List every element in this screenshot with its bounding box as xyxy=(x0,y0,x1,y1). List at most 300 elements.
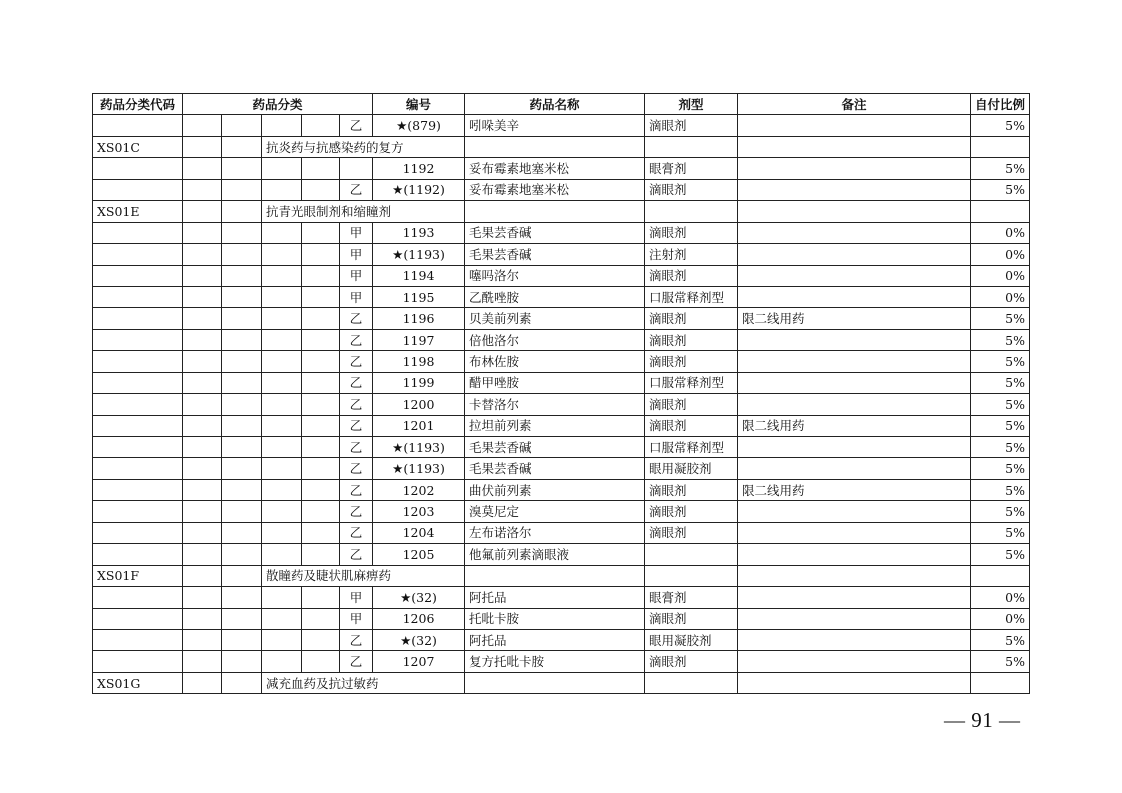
empty-cell xyxy=(183,115,222,136)
empty-cell xyxy=(302,458,340,479)
drug-name: 布林佐胺 xyxy=(465,351,645,372)
drug-class: 乙 xyxy=(340,651,373,672)
empty-cell xyxy=(222,651,262,672)
drug-class: 乙 xyxy=(340,629,373,650)
drug-form: 滴眼剂 xyxy=(645,651,738,672)
drug-ratio: 0% xyxy=(971,587,1030,608)
drug-ratio: 5% xyxy=(971,544,1030,565)
table-row xyxy=(93,522,1030,543)
empty-cell xyxy=(222,244,262,265)
drug-ratio: 0% xyxy=(971,608,1030,629)
drug-class: 甲 xyxy=(340,608,373,629)
group-row xyxy=(93,201,1030,222)
empty-cell xyxy=(738,565,971,586)
drug-name: 妥布霉素地塞米松 xyxy=(465,158,645,179)
empty-cell xyxy=(93,115,183,136)
table-row xyxy=(93,265,1030,286)
drug-number: 1195 xyxy=(373,286,465,307)
table-row xyxy=(93,244,1030,265)
empty-cell xyxy=(93,437,183,458)
empty-cell xyxy=(262,458,302,479)
empty-cell xyxy=(302,544,340,565)
drug-class: 乙 xyxy=(340,329,373,350)
table-row xyxy=(93,458,1030,479)
drug-form: 滴眼剂 xyxy=(645,265,738,286)
empty-cell xyxy=(302,479,340,500)
drug-note xyxy=(738,501,971,522)
drug-name: 他氟前列素滴眼液 xyxy=(465,544,645,565)
drug-note xyxy=(738,394,971,415)
drug-note xyxy=(738,158,971,179)
empty-cell xyxy=(222,201,262,222)
empty-cell xyxy=(222,565,262,586)
drug-number: 1199 xyxy=(373,372,465,393)
empty-cell xyxy=(93,394,183,415)
empty-cell xyxy=(93,651,183,672)
drug-class: 乙 xyxy=(340,308,373,329)
drug-name: 阿托品 xyxy=(465,587,645,608)
empty-cell xyxy=(302,222,340,243)
drug-number: 1198 xyxy=(373,351,465,372)
empty-cell xyxy=(93,458,183,479)
empty-cell xyxy=(222,179,262,200)
table-row xyxy=(93,608,1030,629)
drug-name: 卡替洛尔 xyxy=(465,394,645,415)
drug-note xyxy=(738,179,971,200)
empty-cell xyxy=(93,522,183,543)
drug-class: 甲 xyxy=(340,286,373,307)
empty-cell xyxy=(93,587,183,608)
drug-note xyxy=(738,351,971,372)
drug-class: 甲 xyxy=(340,587,373,608)
drug-note xyxy=(738,522,971,543)
drug-number: 1205 xyxy=(373,544,465,565)
drug-number: ★(1192) xyxy=(373,179,465,200)
empty-cell xyxy=(222,115,262,136)
drug-form: 滴眼剂 xyxy=(645,522,738,543)
table-row xyxy=(93,115,1030,136)
empty-cell xyxy=(183,394,222,415)
empty-cell xyxy=(93,351,183,372)
empty-cell xyxy=(222,458,262,479)
empty-cell xyxy=(302,286,340,307)
group-row xyxy=(93,136,1030,157)
drug-number: 1204 xyxy=(373,522,465,543)
drug-number: ★(879) xyxy=(373,115,465,136)
empty-cell xyxy=(183,201,222,222)
empty-cell xyxy=(93,158,183,179)
drug-form: 滴眼剂 xyxy=(645,308,738,329)
empty-cell xyxy=(262,415,302,436)
drug-form: 滴眼剂 xyxy=(645,115,738,136)
empty-cell xyxy=(222,479,262,500)
empty-cell xyxy=(222,415,262,436)
drug-form: 滴眼剂 xyxy=(645,179,738,200)
drug-note xyxy=(738,329,971,350)
drug-ratio: 5% xyxy=(971,158,1030,179)
drug-name: 毛果芸香碱 xyxy=(465,437,645,458)
empty-cell xyxy=(222,136,262,157)
empty-cell xyxy=(93,265,183,286)
empty-cell xyxy=(222,672,262,693)
empty-cell xyxy=(302,437,340,458)
drug-name: 贝美前列素 xyxy=(465,308,645,329)
drug-form: 眼膏剂 xyxy=(645,587,738,608)
page-number: — 91 — xyxy=(944,708,1021,732)
header-ratio: 自付比例 xyxy=(971,94,1030,115)
drug-class: 乙 xyxy=(340,115,373,136)
empty-cell xyxy=(93,544,183,565)
drug-form: 眼用凝胶剂 xyxy=(645,458,738,479)
drug-form: 滴眼剂 xyxy=(645,329,738,350)
empty-cell xyxy=(183,544,222,565)
drug-class: 乙 xyxy=(340,394,373,415)
empty-cell xyxy=(302,329,340,350)
empty-cell xyxy=(93,286,183,307)
group-title: 抗炎药与抗感染药的复方 xyxy=(262,136,465,157)
drug-number: ★(1193) xyxy=(373,244,465,265)
drug-note xyxy=(738,115,971,136)
header-number: 编号 xyxy=(373,94,465,115)
empty-cell xyxy=(222,608,262,629)
empty-cell xyxy=(183,587,222,608)
empty-cell xyxy=(302,179,340,200)
empty-cell xyxy=(222,587,262,608)
empty-cell xyxy=(183,244,222,265)
drug-ratio: 5% xyxy=(971,479,1030,500)
empty-cell xyxy=(183,308,222,329)
drug-ratio: 0% xyxy=(971,265,1030,286)
drug-name: 吲哚美辛 xyxy=(465,115,645,136)
table-row xyxy=(93,179,1030,200)
drug-number: ★(1193) xyxy=(373,437,465,458)
empty-cell xyxy=(971,565,1030,586)
drug-form: 滴眼剂 xyxy=(645,501,738,522)
drug-ratio: 5% xyxy=(971,351,1030,372)
empty-cell xyxy=(93,501,183,522)
drug-form: 眼膏剂 xyxy=(645,158,738,179)
drug-name: 曲伏前列素 xyxy=(465,479,645,500)
empty-cell xyxy=(302,587,340,608)
table-row xyxy=(93,437,1030,458)
empty-cell xyxy=(183,286,222,307)
drug-name: 左布诺洛尔 xyxy=(465,522,645,543)
empty-cell xyxy=(183,629,222,650)
drug-form: 滴眼剂 xyxy=(645,608,738,629)
empty-cell xyxy=(302,244,340,265)
empty-cell xyxy=(262,587,302,608)
drug-note xyxy=(738,265,971,286)
empty-cell xyxy=(183,672,222,693)
empty-cell xyxy=(465,136,645,157)
drug-note xyxy=(738,244,971,265)
empty-cell xyxy=(262,351,302,372)
table-row xyxy=(93,351,1030,372)
empty-cell xyxy=(93,608,183,629)
empty-cell xyxy=(738,672,971,693)
drug-ratio: 0% xyxy=(971,286,1030,307)
empty-cell xyxy=(222,265,262,286)
drug-ratio: 5% xyxy=(971,437,1030,458)
drug-name: 复方托吡卡胺 xyxy=(465,651,645,672)
table-header-row xyxy=(93,94,1030,115)
drug-form: 滴眼剂 xyxy=(645,351,738,372)
drug-class: 甲 xyxy=(340,265,373,286)
table-row xyxy=(93,308,1030,329)
table-row xyxy=(93,501,1030,522)
table-row xyxy=(93,394,1030,415)
empty-cell xyxy=(183,351,222,372)
drug-name: 乙酰唑胺 xyxy=(465,286,645,307)
drug-name: 噻吗洛尔 xyxy=(465,265,645,286)
empty-cell xyxy=(302,608,340,629)
empty-cell xyxy=(262,179,302,200)
empty-cell xyxy=(302,351,340,372)
drug-class: 乙 xyxy=(340,372,373,393)
empty-cell xyxy=(183,565,222,586)
empty-cell xyxy=(183,501,222,522)
drug-note xyxy=(738,437,971,458)
group-code: XS01F xyxy=(93,565,183,586)
empty-cell xyxy=(302,372,340,393)
drug-number: 1197 xyxy=(373,329,465,350)
empty-cell xyxy=(262,544,302,565)
drug-ratio: 5% xyxy=(971,651,1030,672)
group-code: XS01C xyxy=(93,136,183,157)
drug-form: 口服常释剂型 xyxy=(645,437,738,458)
empty-cell xyxy=(262,651,302,672)
group-title: 抗青光眼制剂和缩瞳剂 xyxy=(262,201,465,222)
group-row xyxy=(93,672,1030,693)
empty-cell xyxy=(222,158,262,179)
drug-name: 毛果芸香碱 xyxy=(465,244,645,265)
drug-note xyxy=(738,651,971,672)
empty-cell xyxy=(262,522,302,543)
drug-ratio: 5% xyxy=(971,458,1030,479)
drug-name: 托吡卡胺 xyxy=(465,608,645,629)
drug-ratio: 5% xyxy=(971,394,1030,415)
drug-note: 限二线用药 xyxy=(738,479,971,500)
empty-cell xyxy=(222,286,262,307)
empty-cell xyxy=(262,158,302,179)
drug-form: 注射剂 xyxy=(645,244,738,265)
group-code: XS01G xyxy=(93,672,183,693)
empty-cell xyxy=(302,651,340,672)
empty-cell xyxy=(93,244,183,265)
drug-ratio: 5% xyxy=(971,308,1030,329)
empty-cell xyxy=(262,244,302,265)
drug-number: 1193 xyxy=(373,222,465,243)
empty-cell xyxy=(262,115,302,136)
drug-name: 拉坦前列素 xyxy=(465,415,645,436)
drug-name: 醋甲唑胺 xyxy=(465,372,645,393)
drug-note: 限二线用药 xyxy=(738,308,971,329)
drug-ratio: 5% xyxy=(971,522,1030,543)
drug-ratio: 5% xyxy=(971,629,1030,650)
empty-cell xyxy=(222,629,262,650)
empty-cell xyxy=(302,158,340,179)
empty-cell xyxy=(971,136,1030,157)
empty-cell xyxy=(645,201,738,222)
drug-ratio: 0% xyxy=(971,222,1030,243)
empty-cell xyxy=(262,608,302,629)
drug-form: 滴眼剂 xyxy=(645,222,738,243)
empty-cell xyxy=(465,565,645,586)
drug-class: 乙 xyxy=(340,458,373,479)
drug-catalog-table xyxy=(92,93,1030,694)
empty-cell xyxy=(222,522,262,543)
drug-note xyxy=(738,587,971,608)
header-note: 备注 xyxy=(738,94,971,115)
drug-number: 1206 xyxy=(373,608,465,629)
empty-cell xyxy=(222,372,262,393)
empty-cell xyxy=(222,394,262,415)
empty-cell xyxy=(183,608,222,629)
drug-note xyxy=(738,222,971,243)
drug-class: 乙 xyxy=(340,415,373,436)
drug-form: 口服常释剂型 xyxy=(645,286,738,307)
drug-form: 滴眼剂 xyxy=(645,415,738,436)
drug-form: 滴眼剂 xyxy=(645,479,738,500)
empty-cell xyxy=(302,265,340,286)
group-title: 减充血药及抗过敏药 xyxy=(262,672,465,693)
empty-cell xyxy=(222,437,262,458)
empty-cell xyxy=(183,479,222,500)
table-row xyxy=(93,372,1030,393)
empty-cell xyxy=(222,501,262,522)
drug-note xyxy=(738,629,971,650)
empty-cell xyxy=(302,394,340,415)
empty-cell xyxy=(222,308,262,329)
table-row xyxy=(93,479,1030,500)
table-row xyxy=(93,544,1030,565)
empty-cell xyxy=(93,479,183,500)
empty-cell xyxy=(262,437,302,458)
empty-cell xyxy=(738,136,971,157)
drug-number: 1194 xyxy=(373,265,465,286)
drug-number: 1196 xyxy=(373,308,465,329)
drug-number: ★(32) xyxy=(373,629,465,650)
empty-cell xyxy=(93,222,183,243)
header-category: 药品分类 xyxy=(183,94,373,115)
drug-class: 乙 xyxy=(340,544,373,565)
empty-cell xyxy=(645,136,738,157)
table-row xyxy=(93,415,1030,436)
group-row xyxy=(93,565,1030,586)
drug-name: 毛果芸香碱 xyxy=(465,458,645,479)
empty-cell xyxy=(183,415,222,436)
drug-ratio: 5% xyxy=(971,415,1030,436)
empty-cell xyxy=(183,522,222,543)
empty-cell xyxy=(738,201,971,222)
drug-class xyxy=(340,158,373,179)
table-row xyxy=(93,286,1030,307)
empty-cell xyxy=(262,629,302,650)
drug-ratio: 5% xyxy=(971,115,1030,136)
empty-cell xyxy=(302,115,340,136)
empty-cell xyxy=(183,651,222,672)
empty-cell xyxy=(262,222,302,243)
empty-cell xyxy=(222,351,262,372)
empty-cell xyxy=(971,672,1030,693)
group-code: XS01E xyxy=(93,201,183,222)
drug-number: 1203 xyxy=(373,501,465,522)
empty-cell xyxy=(222,544,262,565)
drug-ratio: 5% xyxy=(971,329,1030,350)
drug-note xyxy=(738,286,971,307)
drug-form xyxy=(645,544,738,565)
header-name: 药品名称 xyxy=(465,94,645,115)
empty-cell xyxy=(302,629,340,650)
drug-class: 甲 xyxy=(340,244,373,265)
table-row xyxy=(93,587,1030,608)
drug-class: 乙 xyxy=(340,179,373,200)
drug-ratio: 5% xyxy=(971,501,1030,522)
empty-cell xyxy=(93,179,183,200)
drug-note: 限二线用药 xyxy=(738,415,971,436)
empty-cell xyxy=(222,222,262,243)
empty-cell xyxy=(183,136,222,157)
drug-number: 1201 xyxy=(373,415,465,436)
group-title: 散瞳药及睫状肌麻痹药 xyxy=(262,565,465,586)
drug-ratio: 0% xyxy=(971,244,1030,265)
empty-cell xyxy=(183,158,222,179)
drug-number: 1192 xyxy=(373,158,465,179)
drug-note xyxy=(738,458,971,479)
empty-cell xyxy=(262,308,302,329)
empty-cell xyxy=(302,415,340,436)
drug-number: 1202 xyxy=(373,479,465,500)
empty-cell xyxy=(183,458,222,479)
empty-cell xyxy=(93,629,183,650)
drug-class: 乙 xyxy=(340,522,373,543)
table-row xyxy=(93,629,1030,650)
drug-number: 1207 xyxy=(373,651,465,672)
drug-class: 乙 xyxy=(340,351,373,372)
drug-note xyxy=(738,544,971,565)
drug-form: 滴眼剂 xyxy=(645,394,738,415)
header-code: 药品分类代码 xyxy=(93,94,183,115)
empty-cell xyxy=(465,672,645,693)
empty-cell xyxy=(645,672,738,693)
empty-cell xyxy=(645,565,738,586)
drug-class: 乙 xyxy=(340,479,373,500)
drug-class: 甲 xyxy=(340,222,373,243)
drug-class: 乙 xyxy=(340,437,373,458)
drug-name: 倍他洛尔 xyxy=(465,329,645,350)
empty-cell xyxy=(302,522,340,543)
empty-cell xyxy=(262,479,302,500)
empty-cell xyxy=(93,308,183,329)
table-row xyxy=(93,329,1030,350)
empty-cell xyxy=(465,201,645,222)
empty-cell xyxy=(93,415,183,436)
drug-ratio: 5% xyxy=(971,372,1030,393)
drug-form: 眼用凝胶剂 xyxy=(645,629,738,650)
drug-name: 溴莫尼定 xyxy=(465,501,645,522)
drug-name: 阿托品 xyxy=(465,629,645,650)
empty-cell xyxy=(302,501,340,522)
table-row xyxy=(93,222,1030,243)
drug-class: 乙 xyxy=(340,501,373,522)
drug-ratio: 5% xyxy=(971,179,1030,200)
empty-cell xyxy=(262,286,302,307)
empty-cell xyxy=(183,222,222,243)
empty-cell xyxy=(222,329,262,350)
empty-cell xyxy=(93,372,183,393)
empty-cell xyxy=(262,394,302,415)
empty-cell xyxy=(183,437,222,458)
